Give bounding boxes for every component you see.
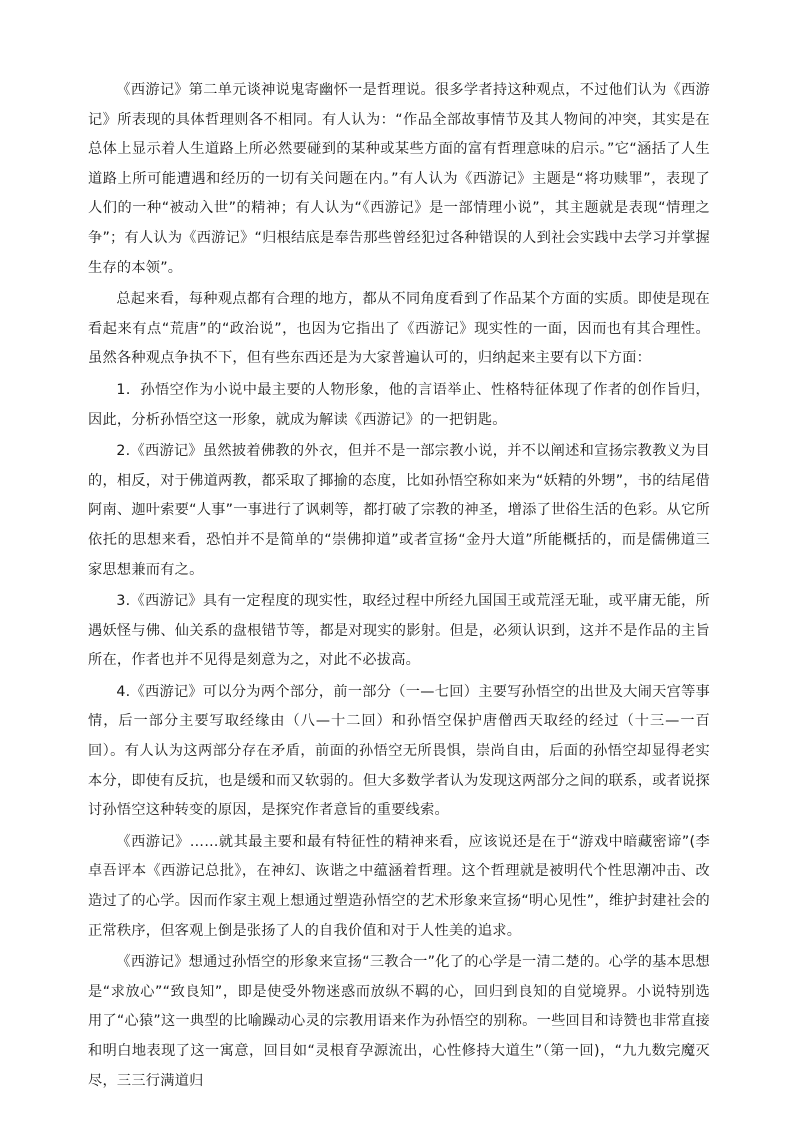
paragraph-point-3: 3.《西游记》具有一定程度的现实性，取经过程中所经九国国王或荒淫无耻，或平庸无能，所遇妖怪与佛、仙关系的盘根错节等，都是对现实的影射。但是，必须认识到，这并不是作品的主旨所在，作者也并不见得是刻意为之，对此不必拔高。 (88, 593, 710, 669)
paragraph-point-1: 1．孙悟空作为小说中最主要的人物形象，他的言语举止、性格特征体现了作者的创作旨归，因此，分析孙悟空这一形象，就成为解读《西游记》的一把钥匙。 (88, 381, 710, 428)
paragraph-point-2: 2.《西游记》虽然披着佛教的外衣，但并不是一部宗教小说，并不以阐述和宣扬宗教教义为目的，相反，对于佛道两教，都采取了揶揄的态度，比如孙悟空称如来为“妖精的外甥”，书的结尾借阿南、迦叶索要“人事”一事进行了讽刺等，都打破了宗教的神圣，增添了世俗生活的色彩。从它所依托的思想来看，恐怕并不是简单的“崇佛抑道”或者宣扬“金丹大道”所能概括的，而是儒佛道三家思想兼而有之。 (88, 443, 710, 578)
paragraph-xinxue: 《西游记》……就其最主要和最有特征性的精神来看，应该说还是在于“游戏中暗藏密谛”(李卓吾评本《西游记总批》，在神幻、诙谐之中蕴涵着哲理。这个哲理就是被明代个性思潮冲击、改造过了的心学。因而作家主观上想通过塑造孙悟空的艺术形象来宣扬“明心见性”，维护封建社会的正常秩序，但客观上倒是张扬了人的自我价值和对于人性美的追求。 (88, 833, 710, 939)
paragraph-three-teachings: 《西游记》想通过孙悟空的形象来宣扬“三教合一”化了的心学是一清二楚的。心学的基本思想是“求放心”“致良知”，即是使受外物迷惑而放纵不羁的心，回归到良知的自觉境界。小说特别选用了“心猿”这一典型的比喻躁动心灵的宗教用语来作为孙悟空的别称。一些回目和诗赞也非常直接和明白地表现了这一寓意，回目如“灵根育孕源流出，心性修持大道生”（第一回)，“九九数完魔灭尽，三三行满道归 (88, 954, 710, 1089)
paragraph-summary: 总起来看，每种观点都有合理的地方，都从不同角度看到了作品某个方面的实质。即使是现在看起来有点“荒唐”的“政治说”，也因为它指出了《西游记》现实性的一面，因而也有其合理性。虽然各种观点争执不下，但有些东西还是为大家普遍认可的，归纳起来主要有以下方面： (88, 291, 710, 367)
paragraph-philosophy-theory: 《西游记》第二单元谈神说鬼寄幽怀一是哲理说。很多学者持这种观点，不过他们认为《西游记》所表现的具体哲理则各不相同。有人认为：“作品全部故事情节及其人物间的冲突，其实是在总体上显示着人生道路上所必然要碰到的某种或某些方面的富有哲理意味的启示。”它“涵括了人生道路上所可能遭遇和经历的一切有关问题在内。”有人认为《西游记》主题是“将功赎罪”，表现了人们的一种“被动入世”的精神；有人认为“《西游记》是一部情理小说”，其主题就是表现“情理之争”；有人认为《西游记》“归根结底是奉告那些曾经犯过各种错误的人到社会实践中去学习并掌握生存的本领”。 (88, 82, 710, 276)
paragraph-point-4: 4.《西游记》可以分为两个部分，前一部分（一—七回）主要写孙悟空的出世及大闹天宫等事情，后一部分主要写取经缘由（八—十二回）和孙悟空保护唐僧西天取经的经过（十三—一百回）。有人认为这两部分存在矛盾，前面的孙悟空无所畏惧，崇尚自由，后面的孙悟空却显得老实本分，即使有反抗，也是缓和而又软弱的。但大多数学者认为发现这两部分之间的联系，或者说探讨孙悟空这种转变的原因，是探究作者意旨的重要线索。 (88, 683, 710, 819)
